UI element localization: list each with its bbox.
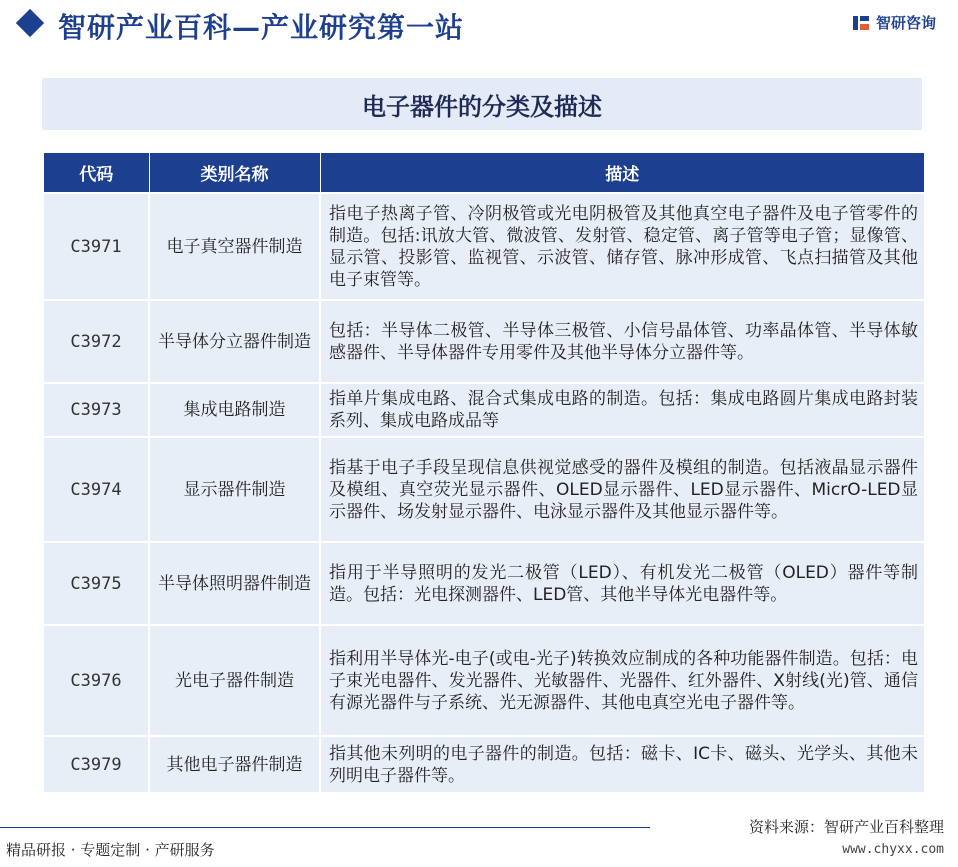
table-header-row	[44, 153, 924, 193]
row-category: 其他电子器件制造	[149, 736, 320, 792]
row-description: 指单片集成电路、混合式集成电路的制造。包括：集成电路圆片集成电路封装系列、集成电路成品等	[320, 383, 924, 437]
logo-text: 智研咨询	[875, 14, 936, 32]
table-row	[44, 736, 924, 792]
row-description: 包括：半导体二极管、半导体三极管、小信号晶体管、功率晶体管、半导体敏感器件、半导体器件专用零件及其他半导体分立器件等。	[320, 300, 924, 383]
row-code: C3974	[44, 437, 149, 542]
footer-url[interactable]: www.chyxx.com	[842, 842, 944, 857]
table-row	[44, 542, 924, 625]
footer-divider	[0, 827, 650, 828]
row-category: 电子真空器件制造	[149, 193, 320, 300]
row-category: 集成电路制造	[149, 383, 320, 437]
table-title: 电子器件的分类及描述	[362, 91, 602, 121]
row-category: 半导体照明器件制造	[149, 542, 320, 625]
table-row	[44, 300, 924, 383]
table-row	[44, 437, 924, 542]
row-description: 指其他未列明的电子器件的制造。包括：磁卡、IC卡、磁头、光学头、其他未列明电子器件等。	[320, 736, 924, 792]
classification-table	[44, 153, 924, 792]
row-code: C3976	[44, 625, 149, 736]
brand-logo[interactable]	[853, 12, 936, 33]
row-code: C3979	[44, 736, 149, 792]
row-description: 指基于电子手段呈现信息供视觉感受的器件及模组的制造。包括液晶显示器件及模组、真空荧光显示器件、OLED显示器件、LED显示器件、MicrO-LED显示器件、场发射显示器件、电泳显示器件及其他显示器件等。	[320, 437, 924, 542]
row-category: 半导体分立器件制造	[149, 300, 320, 383]
footer-source: 资料来源：智研产业百科整理	[748, 818, 944, 836]
row-description: 指用于半导照明的发光二极管（LED）、有机发光二极管（OLED）器件等制造。包括：光电探测器件、LED管、其他半导体光电器件等。	[320, 542, 924, 625]
footer-tagline: 精品研报 · 专题定制 · 产研服务	[6, 841, 215, 859]
row-category: 光电子器件制造	[149, 625, 320, 736]
diamond-icon	[16, 9, 44, 37]
row-code: C3971	[44, 193, 149, 300]
table-row	[44, 625, 924, 736]
column-header-desc: 描述	[320, 153, 924, 193]
table-row	[44, 193, 924, 300]
row-code: C3973	[44, 383, 149, 437]
row-description: 指电子热离子管、冷阴极管或光电阴极管及其他真空电子器件及电子管零件的制造。包括:讯放大管、微波管、发射管、稳定管、离子管等电子管；显像管、显示管、投影管、监视管、示波管、储存管、脉冲形成管、飞点扫描管及其他电子束管等。	[320, 193, 924, 300]
column-header-code: 代码	[44, 153, 149, 193]
row-code: C3972	[44, 300, 149, 383]
column-header-name: 类别名称	[149, 153, 320, 193]
row-description: 指利用半导体光-电子(或电-光子)转换效应制成的各种功能器件制造。包括：电子束光电器件、发光器件、光敏器件、光器件、红外器件、X射线(光)管、通信有源光器件与子系统、光无源器件、其他电真空光电子器件等。	[320, 625, 924, 736]
header	[0, 0, 958, 50]
row-category: 显示器件制造	[149, 437, 320, 542]
table-row	[44, 383, 924, 437]
row-code: C3975	[44, 542, 149, 625]
site-title: 智研产业百科—产业研究第一站	[58, 11, 465, 44]
table-title-panel	[42, 78, 922, 130]
logo-icon	[853, 14, 871, 32]
